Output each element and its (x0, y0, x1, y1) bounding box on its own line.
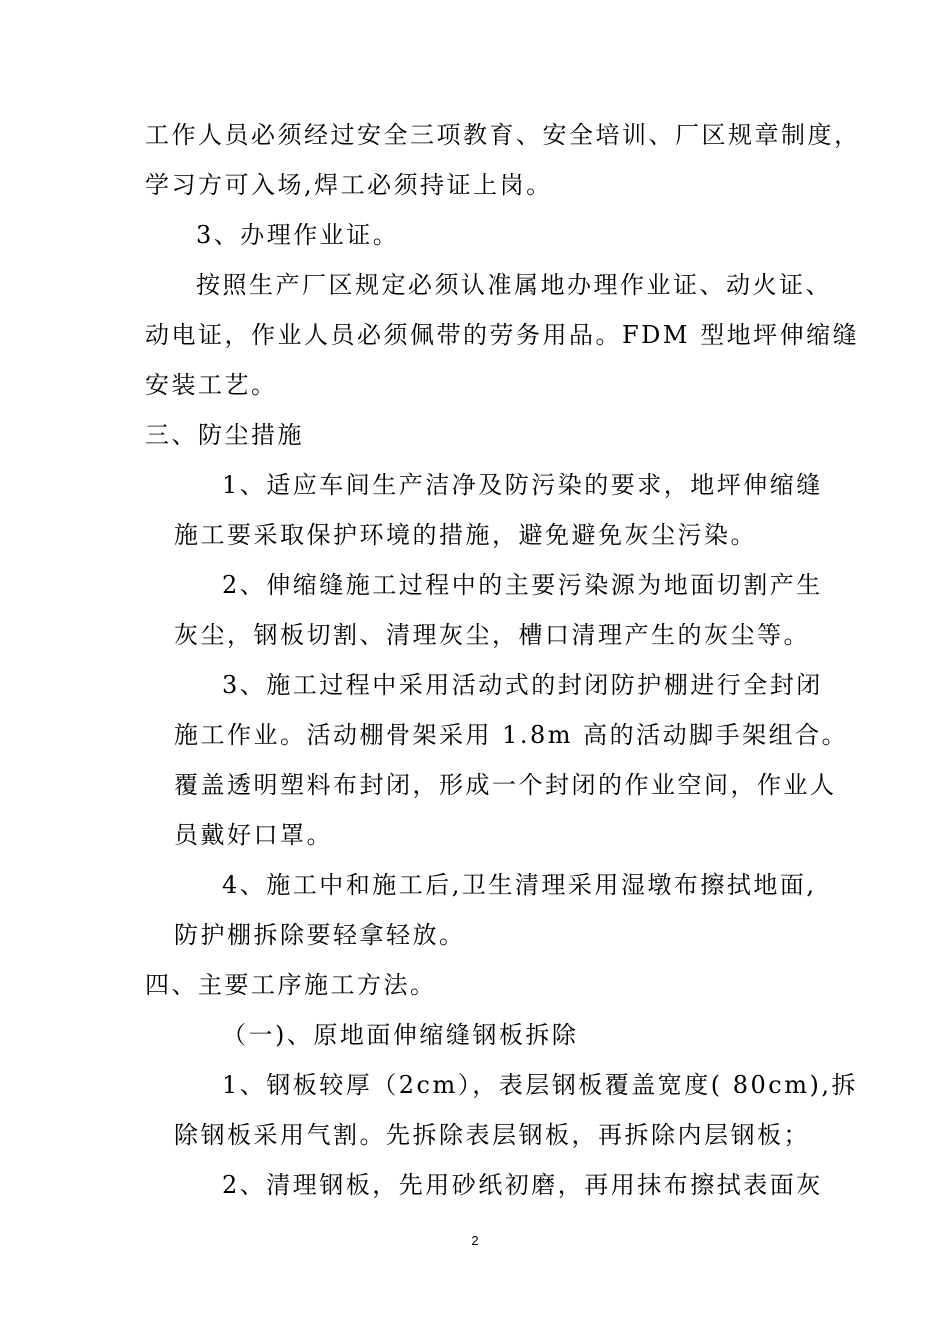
text-line: 覆盖透明塑料布封闭，形成一个封闭的作业空间，作业人 (174, 771, 837, 799)
text-line: 4、施工中和施工后,卫生清理采用湿墩布擦拭地面, (222, 871, 817, 899)
text-line: 施工要采取保护环境的措施，避免避免灰尘污染。 (174, 521, 757, 549)
text-line: 3、施工过程中采用活动式的封闭防护棚进行全封闭 (222, 671, 823, 699)
text-line: 2、伸缩缝施工过程中的主要污染源为地面切割产生 (222, 571, 823, 599)
text-line: 工作人员必须经过安全三项教育、安全培训、厂区规章制度， (145, 121, 861, 149)
text-line: 按照生产厂区规定必须认准属地办理作业证、动火证、 (196, 271, 832, 299)
page-number: 2 (471, 1233, 479, 1248)
text-line: 员戴好口罩。 (174, 821, 333, 849)
section-heading: 三、防尘措施 (145, 421, 304, 449)
text-line: 动电证，作业人员必须佩带的劳务用品。FDM 型地坪伸缩缝 (145, 321, 860, 349)
text-line: 学习方可入场,焊工必须持证上岗。 (145, 171, 553, 199)
text-line: 1、适应车间生产洁净及防污染的要求，地坪伸缩缝 (222, 471, 823, 499)
text-line: 防护棚拆除要轻拿轻放。 (174, 921, 466, 949)
section-heading: 四、主要工序施工方法。 (145, 971, 437, 999)
text-line: 施工作业。活动棚骨架采用 1.8m 高的活动脚手架组合。 (174, 721, 849, 749)
text-line: 灰尘，钢板切割、清理灰尘，槽口清理产生的灰尘等。 (174, 621, 810, 649)
subsection-heading: （一)、原地面伸缩缝钢板拆除 (222, 1021, 579, 1049)
text-line: 安装工艺。 (145, 371, 278, 399)
text-line: 1、钢板较厚（2cm），表层钢板覆盖宽度( 80cm),拆 (222, 1071, 858, 1099)
text-line: 除钢板采用气割。先拆除表层钢板，再拆除内层钢板； (174, 1121, 810, 1149)
text-line: 2、清理钢板，先用砂纸初磨，再用抹布擦拭表面灰 (222, 1171, 823, 1199)
text-line: 3、办理作业证。 (196, 221, 400, 249)
